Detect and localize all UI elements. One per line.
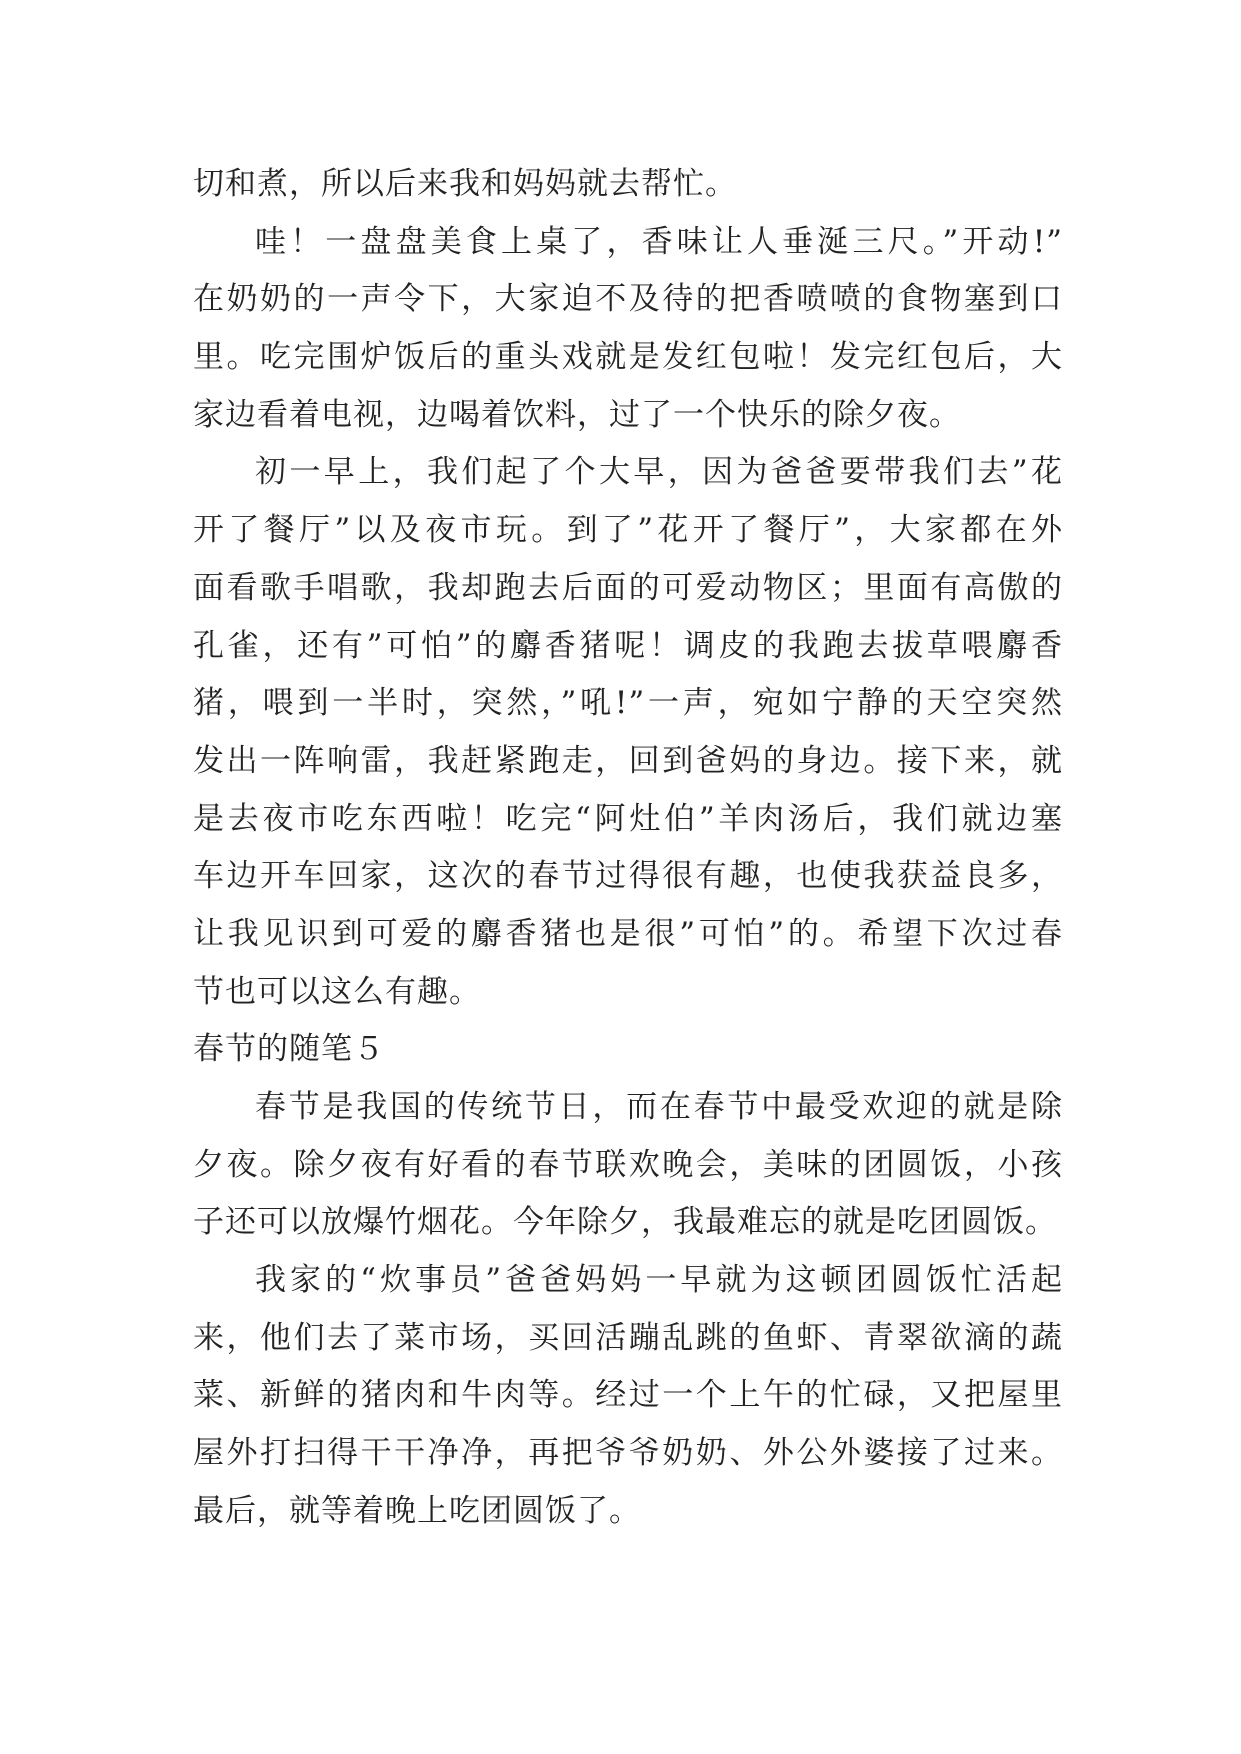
text-line: 面看歌手唱歌，我却跑去后面的可爱动物区；里面有高傲的: [193, 569, 1063, 606]
text-line: 孔雀，还有”可怕”的麝香猪呢！调皮的我跑去拔草喂麝香: [193, 627, 1063, 664]
text-line: 屋外打扫得干干净净，再把爷爷奶奶、外公外婆接了过来。: [193, 1435, 1063, 1472]
essay-part-1: [193, 156, 1063, 1021]
text-line: 切和煮，所以后来我和妈妈就去帮忙。: [193, 166, 737, 202]
text-line: 开了餐厅”以及夜市玩。到了”花开了餐厅”，大家都在外: [193, 512, 1063, 549]
text-line: 夕夜。除夕夜有好看的春节联欢晚会，美味的团圆饭，小孩: [193, 1146, 1063, 1183]
text-line: 最后，就等着晚上吃团圆饭了。: [193, 1492, 641, 1529]
essay-part-2: [193, 1079, 1063, 1541]
text-line: 节也可以这么有趣。: [193, 973, 481, 1010]
text-line: 车边开车回家，这次的春节过得很有趣，也使我获益良多，: [193, 858, 1063, 895]
text-line: 家边看着电视，边喝着饮料，过了一个快乐的除夕夜。: [193, 396, 961, 433]
text-line: 春节是我国的传统节日，而在春节中最受欢迎的就是除: [255, 1089, 1063, 1125]
text-line: 来，他们去了菜市场，买回活蹦乱跳的鱼虾、青翠欲滴的蔬: [193, 1319, 1063, 1356]
text-line: 让我见识到可爱的麝香猪也是很”可怕”的。希望下次过春: [193, 915, 1063, 952]
text-line: 是去夜市吃东西啦！吃完“阿灶伯”羊肉汤后，我们就边塞: [193, 800, 1063, 837]
text-line: 发出一阵响雷，我赶紧跑走，回到爸妈的身边。接下来，就: [193, 742, 1063, 779]
text-line: 子还可以放爆竹烟花。今年除夕，我最难忘的就是吃团圆饭。: [193, 1204, 1057, 1241]
text-line: 猪，喂到一半时，突然，”吼!”一声，宛如宁静的天空突然: [193, 685, 1063, 722]
section-heading: 春节的随笔５: [193, 1031, 385, 1068]
text-line: 菜、新鲜的猪肉和牛肉等。经过一个上午的忙碌，又把屋里: [193, 1377, 1063, 1414]
text-line: 里。吃完围炉饭后的重头戏就是发红包啦！发完红包后，大: [193, 339, 1063, 376]
document-body: [193, 156, 1063, 1541]
text-line: 哇！一盘盘美食上桌了，香味让人垂涎三尺。”开动!”: [255, 223, 1063, 260]
text-line: 我家的“炊事员”爸爸妈妈一早就为这顿团圆饭忙活起: [255, 1262, 1063, 1299]
text-line: 初一早上，我们起了个大早，因为爸爸要带我们去”花: [255, 454, 1063, 491]
text-line: 在奶奶的一声令下，大家迫不及待的把香喷喷的食物塞到口: [193, 281, 1063, 318]
